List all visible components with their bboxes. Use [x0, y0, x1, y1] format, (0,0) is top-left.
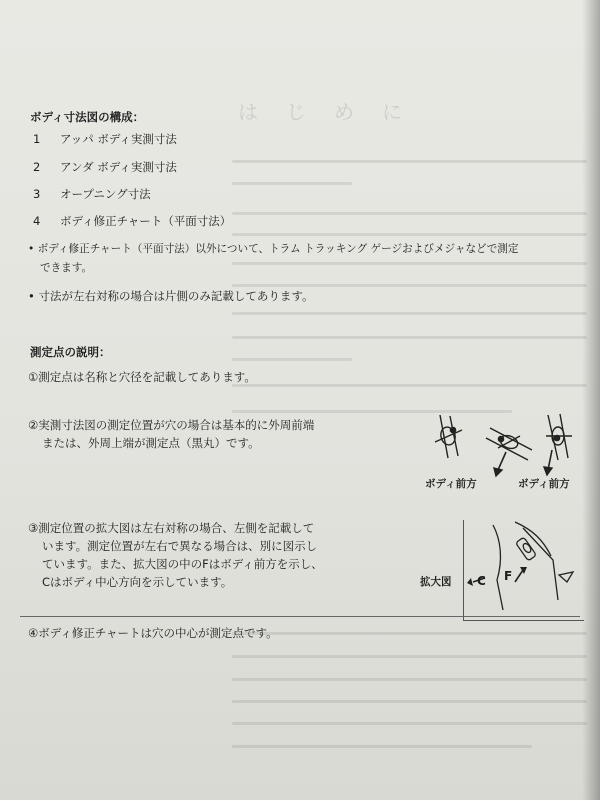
list-item: アッパ ボディ実測寸法 [60, 132, 177, 146]
section-heading-measurement-points: 測定点の説明： [30, 345, 111, 359]
point-description-3-line4: Cはボディ中心方向を示しています。 [42, 575, 233, 589]
body-front-label: ボディ前方 [518, 478, 570, 490]
list-item: アンダ ボディ実測寸法 [60, 160, 177, 174]
point-description-2-line2: または、外周上端が測定点（黒丸）です。 [42, 436, 260, 450]
point-description-2-line1: ②実測寸法図の測定位置が穴の場合は基本的に外周前端 [28, 418, 315, 432]
list-item-number: 4 [33, 214, 41, 228]
note-symmetric: • 寸法が左右対称の場合は片側のみ記載してあります。 [28, 289, 314, 303]
point-description-3-line1: ③測定位置の拡大図は左右対称の場合、左側を記載して [28, 521, 315, 535]
note-measurement-tools-cont: できます。 [40, 262, 93, 274]
point-description-3-line2: います。測定位置が左右で異なる場合は、別に図示し [42, 539, 318, 553]
point-description-3-line3: ています。また、拡大図の中のFはボディ前方を示し、 [42, 557, 323, 571]
list-item-number: 2 [33, 160, 41, 174]
body-front-label: ボディ前方 [425, 478, 477, 490]
list-item: ボディ修正チャート（平面寸法） [60, 214, 232, 228]
front-direction-f: F [504, 569, 513, 583]
list-item-number: 3 [33, 187, 41, 201]
section-heading-composition: ボディ寸法図の構成： [30, 110, 145, 124]
list-item-number: 1 [33, 132, 41, 146]
hole-diagram-alternate [544, 414, 572, 475]
hole-diagram-front-end [486, 428, 532, 476]
note-measurement-tools: • ボディ修正チャート（平面寸法）以外について、トラム トラッキング ゲージおよびメジャなどで測定 [28, 243, 519, 255]
section-divider [20, 616, 580, 617]
list-item: オープニング寸法 [60, 187, 151, 201]
point-description-1: ①測定点は名称と穴径を記載してあります。 [28, 370, 256, 384]
ghost-title: はじめに [238, 100, 430, 124]
enlarged-view-label: 拡大図 [420, 576, 452, 588]
point-description-4: ④ボディ修正チャートは穴の中心が測定点です。 [28, 626, 278, 640]
enlarged-view-figure [463, 520, 585, 620]
hole-diagram-upper-end [435, 415, 462, 458]
center-direction-c: C [477, 574, 486, 588]
